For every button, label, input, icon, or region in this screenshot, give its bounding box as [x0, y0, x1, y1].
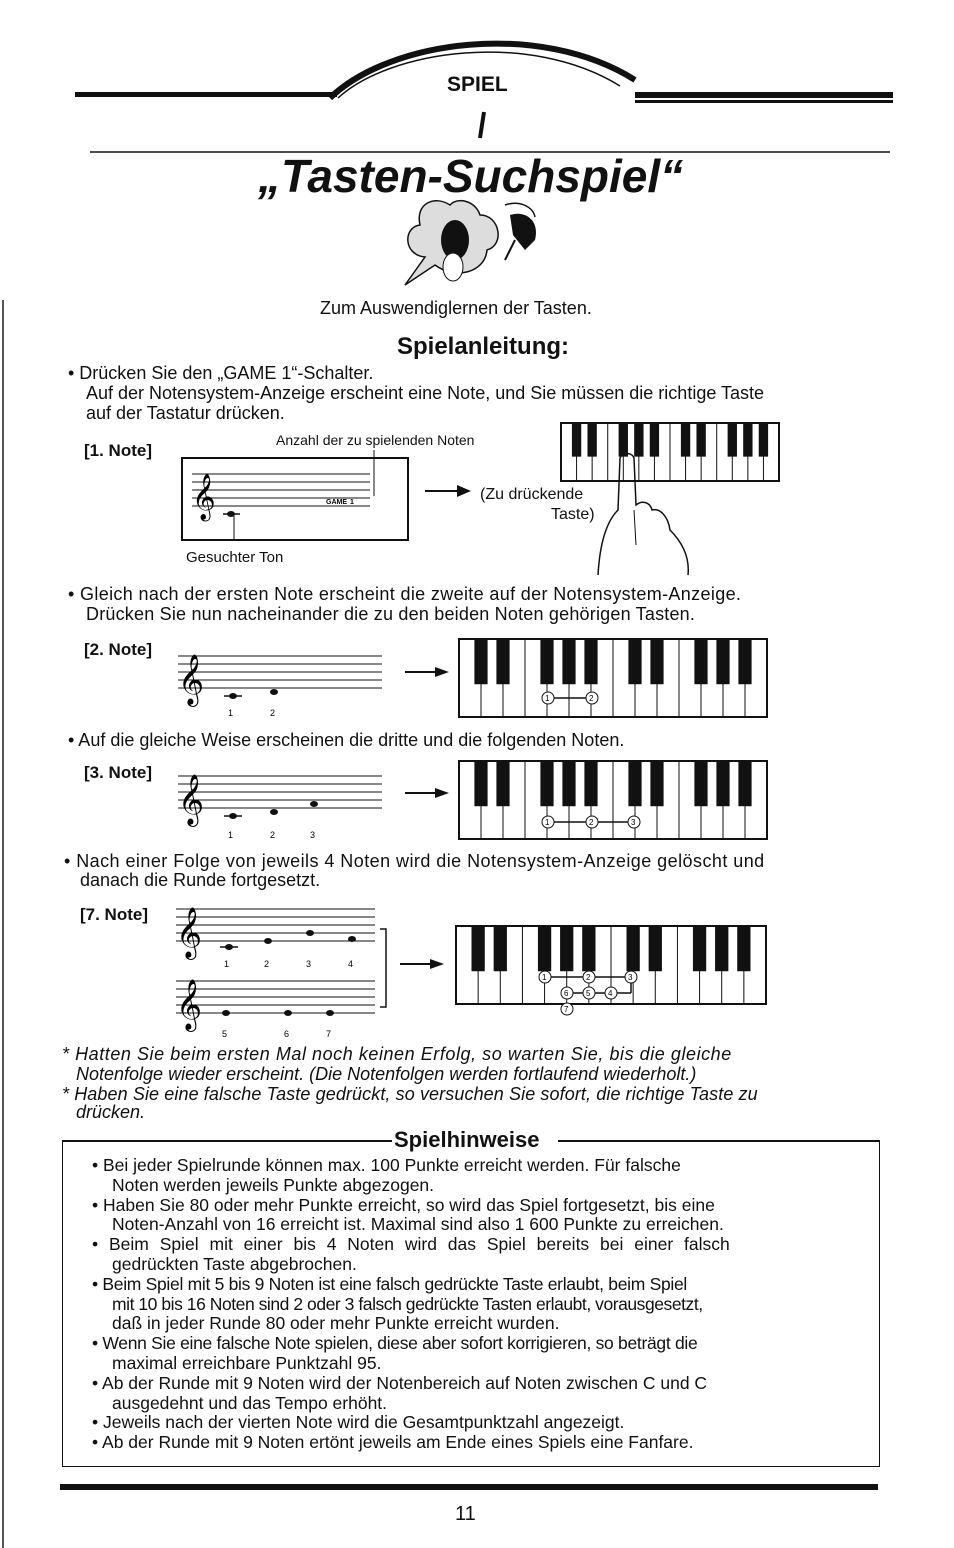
hint-line: mit 10 bis 16 Noten sind 2 oder 3 falsch gedrückte Tasten erlaubt, vorausgesetzt,: [112, 1293, 703, 1314]
black-key: [738, 639, 751, 684]
note-marker-1: 1: [228, 708, 234, 718]
svg-text:1: 1: [542, 973, 547, 982]
note-3-label: [3. Note]: [84, 763, 152, 782]
black-key: [694, 761, 707, 806]
hint-line: • Jeweils nach der vierten Note wird die Gesamtpunktzahl angezeigt.: [92, 1412, 625, 1433]
hint-line: • Bei jeder Spielrunde können max. 100 Punkte erreicht werden. Für falsche: [92, 1155, 681, 1175]
instruction-paragraph-1-line-1: • Drücken Sie den „GAME 1“-Schalter.: [68, 363, 374, 383]
note-1-display-diagram: [178, 450, 418, 550]
footnote-1-line-1: * Hatten Sie beim ersten Mal noch keinen Erfolg, so warten Sie, bis die gleiche: [62, 1044, 732, 1064]
note-marker-2: 2: [270, 708, 276, 718]
hint-line: gedrückten Taste abgebrochen.: [112, 1253, 357, 1274]
hint-line: • Beim Spiel mit einer bis 4 Noten wird das Spiel bereits bei einer falsch: [92, 1234, 730, 1255]
note-marker-3: 3: [306, 959, 312, 969]
note-3-staff: [172, 760, 387, 845]
hints-top-rule-left: [62, 1140, 392, 1142]
keyboard-illustration-2: [458, 638, 772, 720]
black-key: [496, 639, 509, 684]
svg-text:𝄞: 𝄞: [176, 980, 203, 1029]
black-key: [743, 423, 752, 457]
note-7-label: [7. Note]: [80, 905, 148, 924]
searched-tone-caption: Gesuchter Ton: [186, 549, 284, 566]
note-marker-5: 5: [222, 1029, 228, 1039]
display-game-label: GAME: [326, 499, 347, 506]
hint-line: • Haben Sie 80 oder mehr Punkte erreicht, so wird das Spiel fortgesetzt, bis eine: [92, 1194, 715, 1215]
hints-top-rule-right: [558, 1140, 879, 1142]
note-marker-2: 2: [264, 959, 270, 969]
svg-text:1: 1: [545, 818, 550, 827]
svg-text:6: 6: [564, 989, 569, 998]
hint-line: • Ab der Runde mit 9 Noten ertönt jeweils am Ende eines Spiels eine Fanfare.: [92, 1432, 694, 1453]
black-key: [572, 423, 581, 457]
display-number-label: 1: [350, 499, 354, 506]
note-marker-4: 4: [348, 959, 354, 969]
svg-text:3: 3: [631, 818, 636, 827]
black-key: [584, 639, 597, 684]
svg-text:1: 1: [545, 694, 550, 703]
svg-text:4: 4: [608, 989, 613, 998]
footer-rule: [60, 1484, 878, 1490]
hint-line: Noten-Anzahl von 16 erreicht ist. Maximal sind also 1 600 Punkte zu erreichen.: [112, 1214, 724, 1235]
keyboard-illustration-7: [455, 925, 771, 1020]
black-key: [472, 926, 485, 971]
black-key: [715, 926, 728, 971]
black-key: [716, 761, 729, 806]
note-1-label: [1. Note]: [84, 441, 152, 460]
keyboard-illustration-3: [458, 760, 772, 842]
note-marker-6: 6: [284, 1029, 290, 1039]
svg-text:7: 7: [564, 1005, 569, 1014]
hint-line: • Ab der Runde mit 9 Noten wird der Notenbereich auf Noten zwischen C und C: [92, 1372, 708, 1393]
note-marker-3: 3: [310, 830, 316, 840]
black-key: [627, 926, 640, 971]
note-marker-1: 1: [224, 959, 230, 969]
black-key: [693, 926, 706, 971]
note-marker-1: 1: [228, 830, 234, 840]
note-2-label: [2. Note]: [84, 640, 152, 659]
note-2-staff: [172, 640, 387, 722]
svg-text:𝄞: 𝄞: [176, 908, 203, 957]
hint-line: Noten werden jeweils Punkte abgezogen.: [112, 1174, 435, 1195]
arrow-icon: [425, 484, 473, 498]
hint-line: • Beim Spiel mit 5 bis 9 Noten ist eine falsch gedrückte Taste erlaubt, beim Spiel: [92, 1273, 687, 1294]
black-key: [474, 761, 487, 806]
instruction-paragraph-2-line-1: • Gleich nach der ersten Note erscheint die zweite auf der Notensystem-Anzeige.: [68, 584, 742, 604]
black-key: [728, 423, 737, 457]
arrow-icon: [405, 787, 451, 799]
black-key: [494, 926, 507, 971]
note-7-staffs: [170, 895, 395, 1045]
svg-text:5: 5: [586, 989, 591, 998]
black-key: [759, 423, 768, 457]
hints-heading: Spielhinweise: [394, 1127, 540, 1152]
black-key: [716, 639, 729, 684]
note-marker-2: 2: [270, 830, 276, 840]
black-key: [474, 639, 487, 684]
note-count-caption: Anzahl der zu spielenden Noten: [276, 432, 475, 448]
note-marker-7: 7: [326, 1029, 332, 1039]
instruction-paragraph-2-line-2: Drücken Sie nun nacheinander die zu den beiden Noten gehörigen Tasten.: [86, 604, 696, 624]
arrow-icon: [400, 958, 446, 970]
black-key: [628, 761, 641, 806]
hints-list: [92, 1156, 862, 1453]
black-key: [562, 761, 575, 806]
hint-line: daß in jeder Runde 80 oder mehr Punkte erreicht wurden.: [112, 1313, 560, 1334]
instruction-paragraph-1-line-2: Auf der Notensystem-Anzeige erscheint eine Note, und Sie müssen die richtige Taste: [86, 383, 765, 403]
section-label: SPIEL: [447, 73, 508, 96]
black-key: [582, 926, 595, 971]
svg-text:2: 2: [589, 694, 594, 703]
page-subtitle: Zum Auswendiglernen der Tasten.: [320, 298, 592, 318]
hint-line: ausgedehnt und das Tempo erhöht.: [112, 1392, 388, 1413]
instruction-paragraph-4-line-1: • Nach einer Folge von jeweils 4 Noten wird die Notensystem-Anzeige gelöscht und: [64, 851, 765, 871]
instruction-paragraph-1-line-3: auf der Tastatur drücken.: [86, 403, 285, 423]
hint-line: maximal erreichbare Punktzahl 95.: [112, 1352, 382, 1373]
instruction-paragraph-3-line-1: • Auf die gleiche Weise erscheinen die dritte und die folgenden Noten.: [68, 730, 625, 750]
svg-text:𝄞: 𝄞: [178, 655, 205, 704]
svg-text:2: 2: [589, 818, 594, 827]
black-key: [650, 639, 663, 684]
black-key: [628, 639, 641, 684]
page-title: „Tasten-Suchspiel“: [258, 150, 684, 202]
left-margin-line: [2, 300, 4, 1548]
svg-text:3: 3: [628, 973, 633, 982]
key-to-press-caption-1: (Zu drückende: [480, 486, 584, 503]
footnote-2-line-2: drücken.: [76, 1102, 146, 1122]
key-to-press-caption-2: Taste): [551, 506, 595, 523]
black-key: [737, 926, 750, 971]
black-key: [584, 761, 597, 806]
svg-text:𝄞: 𝄞: [192, 475, 216, 519]
black-key: [649, 926, 662, 971]
black-key: [538, 926, 551, 971]
instruction-paragraph-4-line-2: danach die Runde fortgesetzt.: [80, 870, 321, 890]
page-number: 11: [455, 1503, 476, 1525]
black-key: [738, 761, 751, 806]
svg-text:2: 2: [586, 973, 591, 982]
footnote-2-line-1: * Haben Sie eine falsche Taste gedrückt, so versuchen Sie sofort, die richtige Taste zu: [62, 1084, 758, 1104]
black-key: [650, 761, 663, 806]
black-key: [540, 639, 553, 684]
svg-text:𝄞: 𝄞: [178, 775, 205, 824]
black-key: [496, 761, 509, 806]
footnote-1-line-2: Notenfolge wieder erscheint. (Die Notenfolgen werden fortlaufend wiederholt.): [76, 1064, 697, 1084]
game-mascot-icon: [395, 195, 555, 295]
hint-line: • Wenn Sie eine falsche Note spielen, diese aber sofort korrigieren, so beträgt die: [92, 1333, 698, 1354]
pointing-hand-icon: [590, 450, 700, 580]
black-key: [560, 926, 573, 971]
black-key: [694, 639, 707, 684]
black-key: [540, 761, 553, 806]
instructions-heading: Spielanleitung:: [397, 333, 570, 360]
black-key: [562, 639, 575, 684]
arrow-icon: [405, 666, 451, 678]
